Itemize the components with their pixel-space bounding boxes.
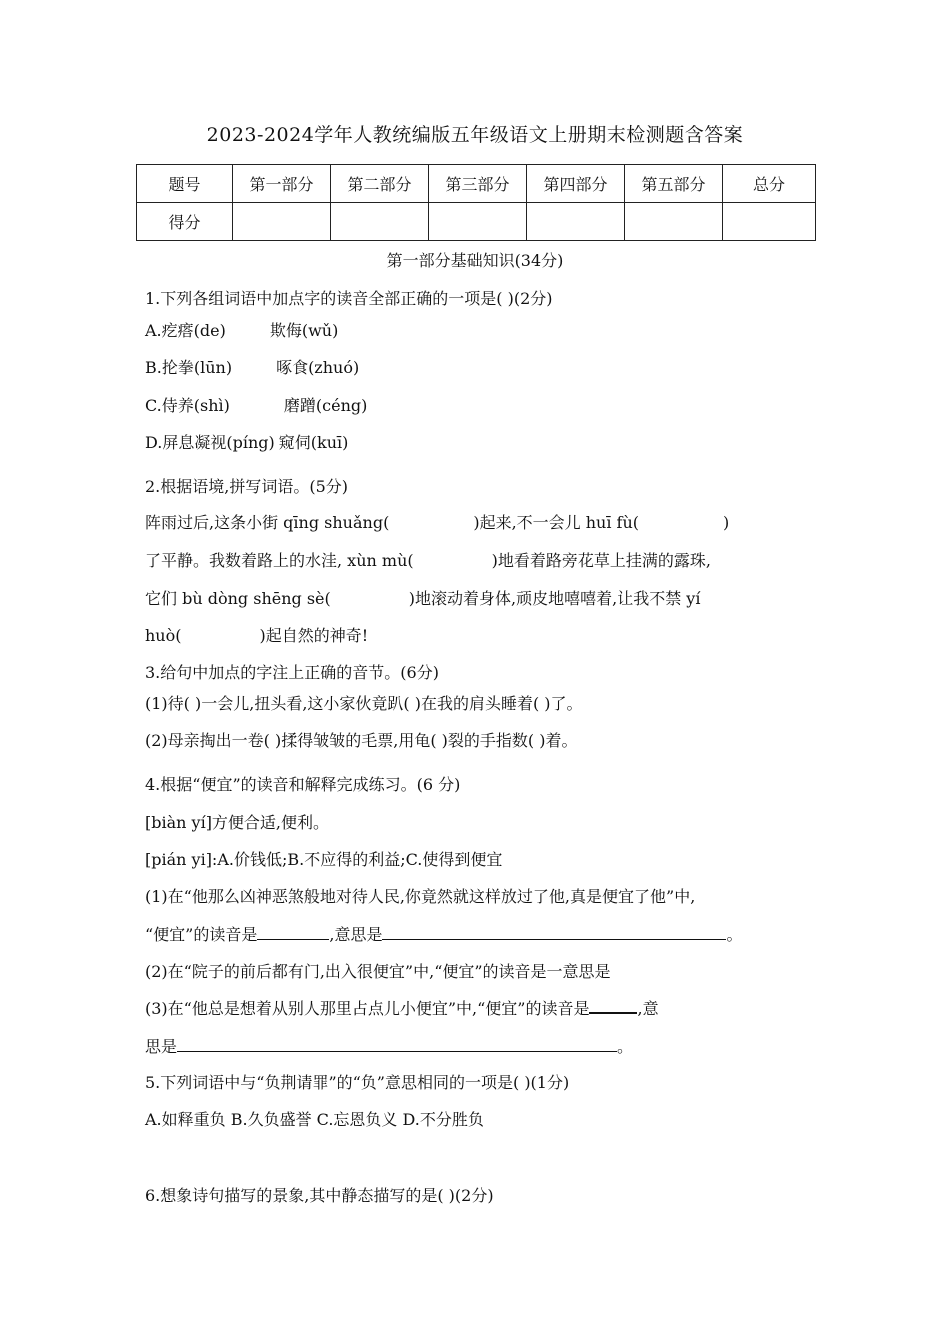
- q2-line-1: [145, 510, 729, 533]
- q4-text: 。: [726, 925, 743, 944]
- score-header-cell: 第四部分: [527, 165, 625, 203]
- score-row-label: 得分: [137, 203, 233, 241]
- q6-stem: 6.想象诗句描写的景象,其中静态描写的是( )(2分): [145, 1186, 494, 1205]
- score-header-cell: 第五部分: [625, 165, 723, 203]
- section-heading: 第一部分基础知识(34分): [386, 251, 564, 270]
- q1-option-d-word1: D.屏息凝视(píng): [145, 433, 275, 452]
- score-cell: [331, 203, 429, 241]
- answer-blank[interactable]: [382, 925, 726, 940]
- q4-meaning-2: [pián yi]:A.价钱低;B.不应得的利益;C.使得到便宜: [145, 850, 503, 869]
- q3-sentence-1: (1)待( )一会儿,扭头看,这小家伙竟趴( )在我的肩头睡着( )了。: [145, 694, 583, 713]
- score-table-score-row: [137, 203, 816, 241]
- q2-text: )起来,不一会儿 huī fù(: [473, 513, 640, 532]
- q1-option-b-word1: B.抡拳(lūn): [145, 358, 233, 377]
- q3-stem: 3.给句中加点的字注上正确的音节。(6分): [145, 663, 439, 682]
- score-cell: [723, 203, 816, 241]
- score-header-cell: 题号: [137, 165, 233, 203]
- q1-option-a-word2: 欺侮(wǔ): [269, 321, 339, 340]
- q2-stem: 2.根据语境,拼写词语。(5分): [145, 477, 349, 496]
- q1-option-a: [145, 318, 338, 341]
- score-header-cell: 第一部分: [233, 165, 331, 203]
- q1-option-a-word1: A.疙瘩(de): [145, 321, 226, 340]
- q4-sub1-line1: (1)在“他那么凶神恶煞般地对待人民,你竟然就这样放过了他,真是便宜了他”中,: [145, 887, 696, 906]
- score-header-cell: 第二部分: [331, 165, 429, 203]
- score-cell: [429, 203, 527, 241]
- q4-sub2: (2)在“院子的前后都有门,出入很便宜”中,“便宜”的读音是一意思是: [145, 962, 611, 981]
- q1-option-c-word1: C.侍养(shì): [145, 396, 230, 415]
- q1-stem: 1.下列各组词语中加点字的读音全部正确的一项是( )(2分): [145, 289, 553, 308]
- q1-option-c: [145, 393, 367, 416]
- q2-line-4: [145, 623, 368, 646]
- q4-text: “便宜”的读音是: [145, 925, 258, 944]
- q1-option-b: [145, 355, 359, 378]
- score-table: [136, 164, 816, 241]
- score-cell: [233, 203, 331, 241]
- q5-stem: 5.下列词语中与“负荆请罪”的“负”意思相同的一项是( )(1分): [145, 1073, 570, 1092]
- q4-sub1-line2: [145, 922, 742, 945]
- q2-line-3: [145, 586, 700, 609]
- q4-text: 思是: [145, 1037, 178, 1056]
- q4-text: (3)在“他总是想着从别人那里占点儿小便宜”中,“便宜”的读音是: [145, 999, 590, 1018]
- q3-sentence-2: (2)母亲掏出一卷( )揉得皱皱的毛票,用龟( )裂的手指数( )着。: [145, 731, 578, 750]
- answer-blank[interactable]: [257, 925, 329, 940]
- q1-option-d-word2: 窥伺(kuī): [278, 433, 349, 452]
- score-header-cell: 第三部分: [429, 165, 527, 203]
- q2-text: )地滚动着身体,顽皮地嘻嘻着,让我不禁 yí: [408, 589, 701, 608]
- q4-sub3-line1: [145, 996, 659, 1019]
- q2-text: 了平静。我数着路上的水洼, xùn mù(: [145, 551, 414, 570]
- q4-meaning-1: [biàn yí]方便合适,便利。: [145, 813, 330, 832]
- score-cell: [527, 203, 625, 241]
- q4-text: ,意: [637, 999, 659, 1018]
- answer-blank[interactable]: [177, 1037, 617, 1052]
- q2-text: ): [723, 513, 730, 532]
- q5-options: A.如释重负 B.久负盛誉 C.忘恩负义 D.不分胜负: [145, 1110, 484, 1129]
- q4-text: ,意思是: [329, 925, 383, 944]
- q2-text: )起自然的神奇!: [259, 626, 369, 645]
- q2-line-2: [145, 548, 711, 571]
- score-table-header-row: [137, 165, 816, 203]
- page-title: 2023-2024学年人教统编版五年级语文上册期末检测题含答案: [206, 124, 744, 146]
- score-header-cell: 总分: [723, 165, 816, 203]
- q1-option-b-word2: 啄食(zhuó): [276, 358, 360, 377]
- score-cell: [625, 203, 723, 241]
- answer-blank[interactable]: [589, 998, 637, 1014]
- q2-text: )地看着路旁花草上挂满的露珠,: [491, 551, 711, 570]
- q2-text: huò(: [145, 626, 182, 645]
- q2-text: 阵雨过后,这条小街 qīng shuǎng(: [145, 513, 390, 532]
- q4-text: 。: [617, 1037, 634, 1056]
- q2-text: 它们 bù dòng shēng sè(: [145, 589, 331, 608]
- q1-option-d: [145, 430, 348, 453]
- q1-option-c-word2: 磨蹭(céng): [283, 396, 368, 415]
- q4-stem: 4.根据“便宜”的读音和解释完成练习。(6 分): [145, 775, 461, 794]
- q4-sub3-line2: [145, 1034, 633, 1057]
